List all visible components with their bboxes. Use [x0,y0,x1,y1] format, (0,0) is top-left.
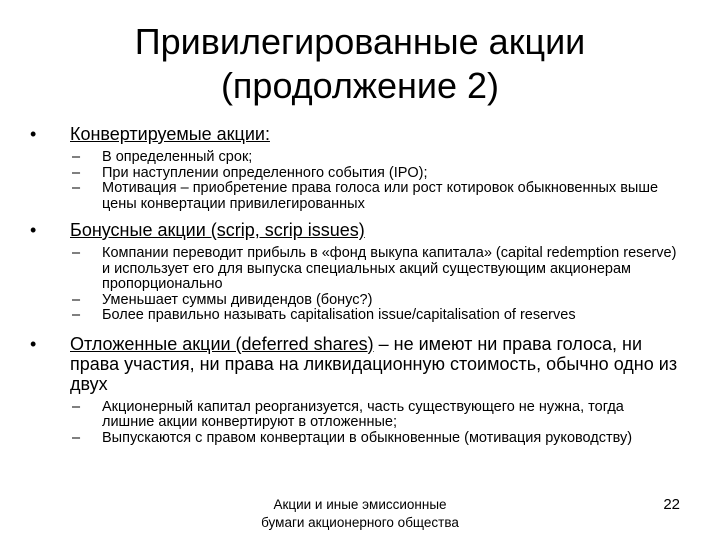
page-number: 22 [663,496,680,513]
sub-list [30,150,690,212]
sub-item [30,431,690,447]
dash-marker: – [72,180,81,196]
bullet-marker: • [30,333,37,354]
dash-marker: – [72,149,81,165]
bullet-heading: Отложенные акции (deferred shares) [70,333,374,354]
sub-item-text: Компании переводит прибыль в «фонд выкупа капитала» (capital redemption reserve) и использует его для выпуска специальных акций существующим акционерам пропорционально [102,245,677,292]
footer-line-2: бумаги акционерного общества [261,515,459,530]
sub-item [30,150,690,166]
bullet-marker: • [30,220,37,240]
sub-item [30,293,690,309]
sub-item [30,400,690,431]
slide-footer [220,496,500,532]
slide-title [60,20,660,108]
sub-item-text: Уменьшает суммы дивидендов (бонус?) [102,291,373,308]
dash-marker: – [72,398,81,415]
dash-marker: – [72,245,81,261]
dash-marker: – [72,429,81,446]
sub-item-text: Более правильно называть capitalisation issue/capitalisation of reserves [102,307,576,323]
sub-item [30,166,690,182]
sub-item-text: Мотивация – приобретение права голоса или рост котировок обыкновенных выше цены конвертации привилегированных [102,180,659,212]
sub-item-text: Акционерный капитал реорганизуется, часть существующего не нужна, тогда лишние акции конвертируют в отложенные; [102,398,624,430]
dash-marker: – [72,291,81,308]
slide-title-line-1: Привилегированные акции [134,21,586,62]
sub-item [30,308,690,324]
sub-item-text: При наступлении определенного события (IPO); [102,164,428,181]
bullet-text: – не имеют ни права голоса, ни права участия, ни права на ликвидационную стоимость, обычно одно из двух [70,333,678,394]
bullet-heading: Конвертируемые акции: [70,124,270,144]
sub-item [30,246,690,293]
slide-body [30,124,690,446]
bullet-convertible-shares [30,124,690,144]
dash-marker: – [72,164,81,181]
dash-marker: – [72,307,81,323]
bullet-heading: Бонусные акции (scrip, scrip issues) [70,220,365,240]
sub-list [30,400,690,447]
sub-item [30,181,690,212]
sub-item-text: Выпускаются с правом конвертации в обыкновенные (мотивация руководству) [102,429,633,446]
bullet-bonus-shares [30,220,690,240]
slide-title-line-2: (продолжение 2) [220,65,500,106]
sub-list [30,246,690,324]
footer-line-1: Акции и иные эмиссионные [273,497,447,512]
bullet-marker: • [30,124,37,144]
bullet-deferred-shares [30,334,690,394]
sub-item-text: В определенный срок; [102,149,253,165]
